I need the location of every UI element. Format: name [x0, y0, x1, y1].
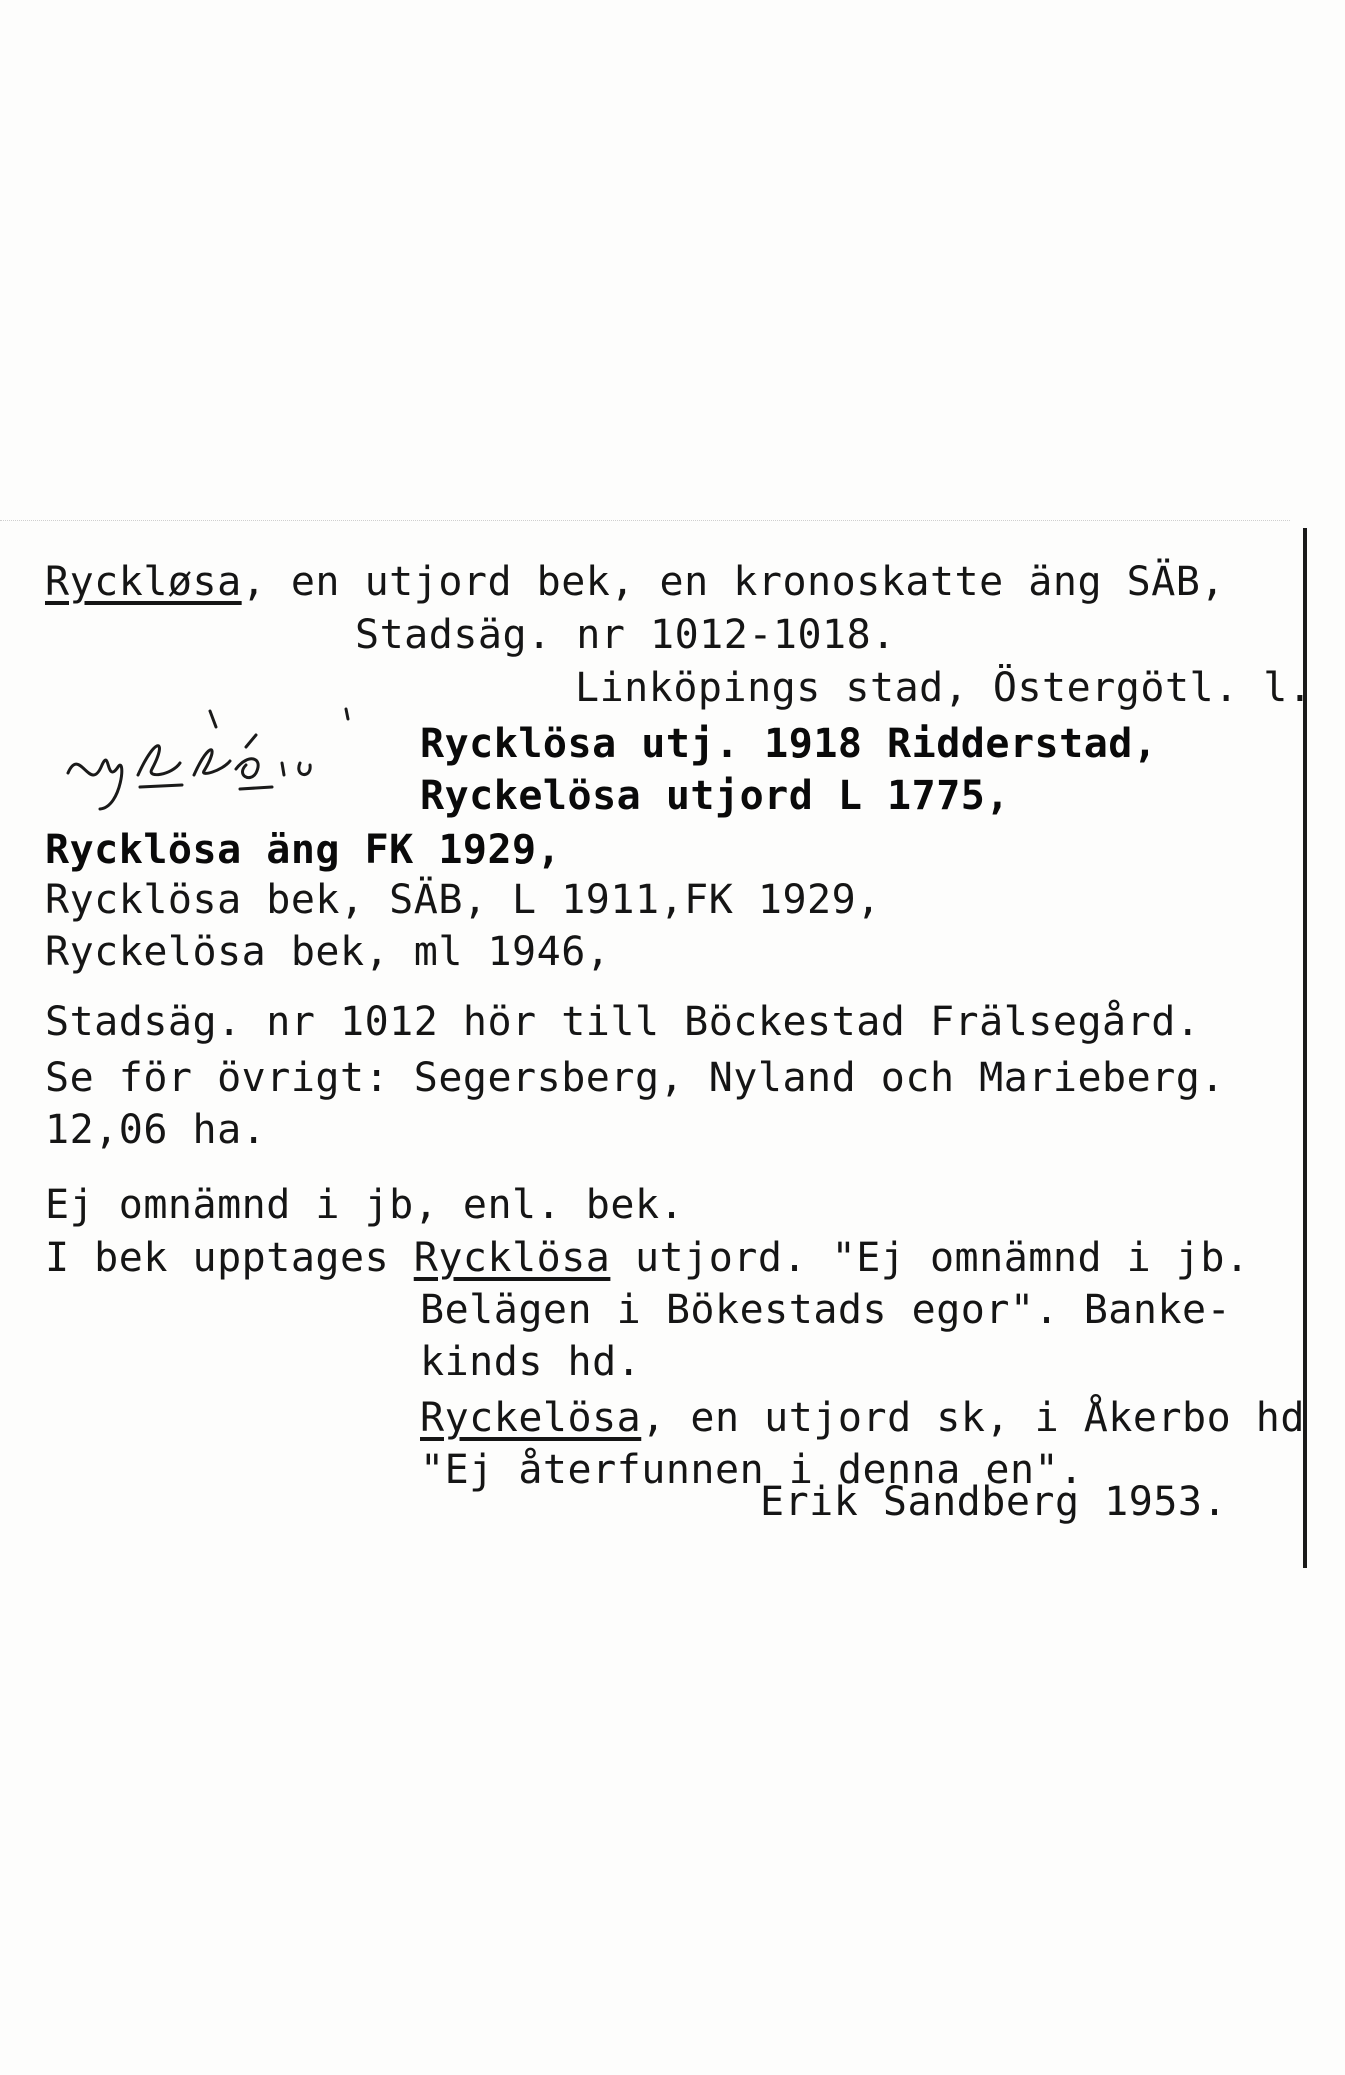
- card-line-15: kinds hd.: [420, 1339, 642, 1385]
- card-line-6: Rycklösa äng FK 1929,: [45, 827, 562, 873]
- card-line-12: Ej omnämnd i jb, enl. bek.: [45, 1182, 685, 1228]
- underlined-place-name: Ryckløsa: [45, 559, 242, 605]
- card-line-8: Ryckelösa bek, ml 1946,: [45, 929, 611, 975]
- card-line-16: Ryckelösa, en utjord sk, i Åkerbo hd: [420, 1395, 1305, 1441]
- card-line-11: 12,06 ha.: [45, 1107, 267, 1153]
- card-line-7: Rycklösa bek, SÄB, L 1911,FK 1929,: [45, 877, 881, 923]
- card-line-3: Linköpings stad, Östergötl. l.: [575, 665, 1313, 711]
- card-line-1: Ryckløsa, en utjord bek, en kronoskatte äng SÄB,: [45, 559, 1225, 605]
- card-top-edge: [0, 520, 1290, 521]
- card-line-9: Stadsäg. nr 1012 hör till Böckestad Frälsegård.: [45, 999, 1201, 1045]
- card-line-17: "Ej återfunnen i denna en".: [420, 1447, 1084, 1493]
- card-line-2: Stadsäg. nr 1012-1018.: [355, 612, 896, 658]
- handwritten-name: [60, 705, 400, 815]
- card-signature-line: Erik Sandberg 1953.: [760, 1479, 1228, 1525]
- underlined-place-name: Rycklösa: [413, 1235, 611, 1281]
- card-line-14: Belägen i Bökestads egor". Banke-: [420, 1287, 1232, 1333]
- card-line-5: Ryckelösa utjord L 1775,: [420, 773, 1010, 819]
- card-line-13: I bek upptages Rycklösa utjord. "Ej omnämnd i jb.: [45, 1235, 1250, 1281]
- card-line-10: Se för övrigt: Segersberg, Nyland och Marieberg.: [45, 1055, 1225, 1101]
- underlined-place-name: Ryckelösa: [420, 1395, 642, 1441]
- card-line-4: Rycklösa utj. 1918 Ridderstad,: [420, 721, 1158, 767]
